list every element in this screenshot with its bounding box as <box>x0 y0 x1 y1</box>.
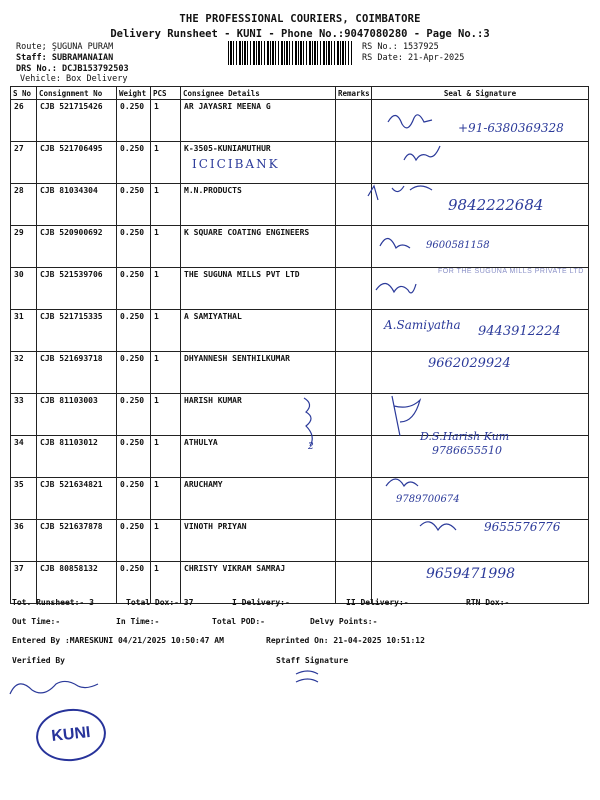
signature-27 <box>404 146 440 160</box>
col-weight: Weight <box>117 87 151 100</box>
runsheet-title: Delivery Runsheet - KUNI - Phone No.:9047080280 - Page No.:3 <box>110 28 490 40</box>
cell-consignee: K SQUARE COATING ENGINEERS <box>181 226 336 268</box>
cell-weight: 0.250 <box>117 562 151 604</box>
cell-weight: 0.250 <box>117 100 151 142</box>
cell-sno: 35 <box>11 478 37 520</box>
cell-consignment: CJB 81034304 <box>37 184 117 226</box>
cell-pcs: 1 <box>151 394 181 436</box>
cell-weight: 0.250 <box>117 478 151 520</box>
cell-weight: 0.250 <box>117 352 151 394</box>
cell-sno: 32 <box>11 352 37 394</box>
signature-26 <box>388 115 432 128</box>
cell-pcs: 1 <box>151 100 181 142</box>
col-signature: Seal & Signature <box>372 87 589 100</box>
col-consignment: Consignment No <box>37 87 117 100</box>
company-stamp-30: FOR THE SUGUNA MILLS PRIVATE LTD <box>438 268 584 275</box>
signature-29 <box>380 238 410 248</box>
handwritten-name-34: D.S.Harish Kum <box>420 430 510 443</box>
handwritten-phone-36: 9655576776 <box>484 520 561 534</box>
cell-weight: 0.250 <box>117 184 151 226</box>
cell-weight: 0.250 <box>117 520 151 562</box>
cell-weight: 0.250 <box>117 310 151 352</box>
cell-pcs: 1 <box>151 310 181 352</box>
cell-consignee: CHRISTY VIKRAM SAMRAJ <box>181 562 336 604</box>
cell-weight: 0.250 <box>117 394 151 436</box>
staff-label: Staff: SUBRAMANAIAN <box>16 53 114 63</box>
cell-pcs: 1 <box>151 184 181 226</box>
cell-weight: 0.250 <box>117 268 151 310</box>
cell-pcs: 1 <box>151 520 181 562</box>
handwritten-phone-26: +91-6380369328 <box>458 121 564 135</box>
verified-signature <box>10 681 98 694</box>
rs-number: RS No.: 1537925 <box>362 42 439 52</box>
cell-consignment: CJB 521715426 <box>37 100 117 142</box>
staff-signature-mark <box>296 671 318 682</box>
cell-pcs: 1 <box>151 268 181 310</box>
cell-pcs: 1 <box>151 226 181 268</box>
cell-sno: 34 <box>11 436 37 478</box>
i-delivery: I Delivery:- <box>232 598 290 607</box>
cell-consignment: CJB 80858132 <box>37 562 117 604</box>
cell-sno: 29 <box>11 226 37 268</box>
cell-sno: 30 <box>11 268 37 310</box>
signature-36 <box>420 522 456 530</box>
cell-consignment: CJB 521539706 <box>37 268 117 310</box>
signature-35 <box>386 479 418 486</box>
rs-date: RS Date: 21-Apr-2025 <box>362 53 465 63</box>
handwritten-phone-31: 9443912224 <box>478 324 561 339</box>
cell-sno: 33 <box>11 394 37 436</box>
cell-pcs: 1 <box>151 478 181 520</box>
bracket-note: 2 <box>308 442 314 452</box>
in-time: In Time:- <box>116 617 160 626</box>
staff-signature-label: Staff Signature <box>276 656 349 665</box>
cell-consignment: CJB 521637878 <box>37 520 117 562</box>
reprinted-on: Reprinted On: 21-04-2025 10:51:12 <box>266 636 425 645</box>
handwritten-phone-37: 9659471998 <box>426 566 516 582</box>
rtn-dox: RTN Dox:- <box>466 598 510 607</box>
signature-28 <box>368 186 432 200</box>
ii-delivery: II Delivery:- <box>346 598 409 607</box>
cell-sno: 26 <box>11 100 37 142</box>
cell-weight: 0.250 <box>117 226 151 268</box>
cell-sno: 27 <box>11 142 37 184</box>
handwritten-phone-29: 9600581158 <box>426 240 490 251</box>
col-pcs: PCS <box>151 87 181 100</box>
cell-consignee: A SAMIYATHAL <box>181 310 336 352</box>
cell-weight: 0.250 <box>117 142 151 184</box>
cell-consignee: ATHULYA <box>181 436 336 478</box>
entered-by: Entered By :MARESKUNI 04/21/2025 10:50:47 AM <box>12 636 224 645</box>
company-title: THE PROFESSIONAL COURIERS, COIMBATORE <box>179 13 421 25</box>
handwritten-note-27: ICICIBANK <box>192 157 280 171</box>
handwritten-phone-34: 9786655510 <box>432 444 502 457</box>
cell-weight: 0.250 <box>117 436 151 478</box>
vehicle-label: Vehicle: Box Delivery <box>20 74 128 84</box>
delvy-points: Delvy Points:- <box>310 617 378 626</box>
cell-consignee: VINOTH PRIYAN <box>181 520 336 562</box>
cell-consignment: CJB 521706495 <box>37 142 117 184</box>
cell-sno: 36 <box>11 520 37 562</box>
cell-sno: 28 <box>11 184 37 226</box>
cell-consignment: CJB 520900692 <box>37 226 117 268</box>
out-time: Out Time:- <box>12 617 61 626</box>
cell-consignee: ARUCHAMY <box>181 478 336 520</box>
cell-consignment: CJB 521634821 <box>37 478 117 520</box>
col-remarks: Remarks <box>336 87 372 100</box>
signature-33-34 <box>392 396 420 436</box>
cell-consignee: K-3505-KUNIAMUTHUR <box>181 142 336 184</box>
total-dox: Total Dox:- 37 <box>126 598 194 607</box>
drs-number: DRS No.: DCJB153792503 <box>16 64 129 74</box>
handwritten-phone-35: 9789700674 <box>396 494 460 505</box>
cell-pcs: 1 <box>151 562 181 604</box>
cell-consignee: M.N.PRODUCTS <box>181 184 336 226</box>
total-pod: Total POD:- <box>212 617 265 626</box>
signature-30 <box>376 283 416 292</box>
cell-consignment: CJB 81103012 <box>37 436 117 478</box>
cell-consignment: CJB 81103003 <box>37 394 117 436</box>
cell-consignee: AR JAYASRI MEENA G <box>181 100 336 142</box>
handwritten-name-31: A.Samiyatha <box>384 318 461 332</box>
cell-pcs: 1 <box>151 436 181 478</box>
cell-consignment: CJB 521693718 <box>37 352 117 394</box>
col-consignee: Consignee Details <box>181 87 336 100</box>
tot-runsheet: Tot. Runsheet:- 3 <box>12 598 94 607</box>
cell-sno: 37 <box>11 562 37 604</box>
handwritten-phone-32: 9662029924 <box>428 356 511 371</box>
cell-pcs: 1 <box>151 352 181 394</box>
cell-consignee: HARISH KUMAR <box>181 394 336 436</box>
verified-by-label: Verified By <box>12 656 65 665</box>
cell-consignee: DHYANNESH SENTHILKUMAR <box>181 352 336 394</box>
col-sno: S No <box>11 87 37 100</box>
bracket-33-34 <box>304 398 312 446</box>
cell-consignment: CJB 521715335 <box>37 310 117 352</box>
cell-pcs: 1 <box>151 142 181 184</box>
handwritten-phone-28: 9842222684 <box>448 196 544 214</box>
kuni-stamp: KUNI <box>33 705 108 764</box>
cell-sno: 31 <box>11 310 37 352</box>
cell-consignee: THE SUGUNA MILLS PVT LTD <box>181 268 336 310</box>
route-label: Route; ŞUGUNA PURAM <box>16 42 114 52</box>
